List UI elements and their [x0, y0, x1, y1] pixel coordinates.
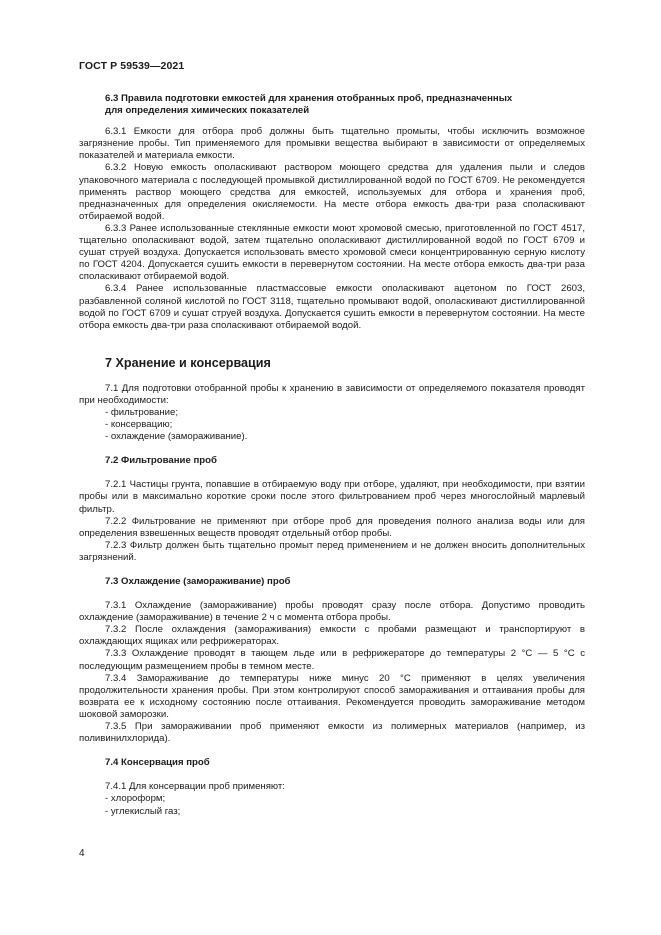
list-item: - фильтрование;	[105, 406, 179, 418]
paragraph-7-3-5: 7.3.5 При замораживании проб применяют емкости из полимерных материалов (например, из поливинилхлорида).	[79, 721, 585, 745]
section-7-4-heading: 7.4 Консервация проб	[105, 757, 210, 769]
section-7-3-heading: 7.3 Охлаждение (замораживание) проб	[105, 576, 291, 587]
paragraph-6-3-2: 6.3.2 Новую емкость ополаскивают раствором моющего средства для удаления пыли и следов упаковочного материала с последующей промывкой дистиллированной водой по ГОСТ 6709. Не рекомендуется применять раствор моющего средства для емкостей, используемых для отбора и хранения проб, предназначенных для определения окисляемости. На месте отбора емкость два-три раза споласкивают отбираемой водой.	[79, 162, 585, 222]
list-item: - консервацию;	[105, 419, 173, 431]
section-7-2-heading: 7.2 Фильтрование проб	[105, 455, 217, 467]
paragraph-6-3-4: 6.3.4 Ранее использованные пластмассовые емкости ополаскивают ацетоном по ГОСТ 2603, разбавленной соляной кислотой по ГОСТ 3118, тщательно промывают водой, ополаскивают дистиллированной водой по ГОСТ 6709 и сушат струей воздуха. Допускается сушить емкости в перевернутом состоянии. На месте отбора емкость два-три раза споласкивают отбираемой водой.	[79, 283, 585, 331]
paragraph-7-4-1: 7.4.1 Для консервации проб применяют:	[105, 781, 285, 793]
paragraph-6-3-1: 6.3.1 Емкости для отбора проб должны быть тщательно промыты, чтобы исключить возможное загрязнение пробы. Тип применяемого для промывки вещества выбирают в зависимости от определяемых показателей и материала емкости.	[79, 126, 585, 162]
paragraph-6-3-3: 6.3.3 Ранее использованные стеклянные емкости моют хромовой смесью, приготовленной по ГОСТ 4517, тщательно ополаскивают водой, затем тщательно ополаскивают дистиллированной водой по ГОСТ 6709 и сушат струей воздуха. Допускается использовать вместо хромовой смеси концентрированную серную кислоту по ГОСТ 4204. Допускается сушить емкости в перевернутом состоянии. На месте отбора емкость два-три раза споласкивают отбираемой водой.	[79, 222, 585, 283]
list-item: - хлороформ;	[105, 793, 166, 805]
list-item: - углекислый газ;	[105, 805, 181, 817]
paragraph-7-3-3: 7.3.3 Охлаждение проводят в тающем льде или в рефрижераторе до температуры 2 °С — 5 °С с последующим размещением пробы в темном месте.	[79, 648, 585, 672]
document-header: ГОСТ Р 59539—2021	[79, 60, 185, 72]
paragraph-7-3-1: 7.3.1 Охлаждение (замораживание) пробы проводят сразу после отбора. Допустимо проводить охлаждение (замораживание) в течение 2 ч с момента отбора пробы.	[79, 600, 585, 624]
paragraph-7-2-2: 7.2.2 Фильтрование не применяют при отборе проб для проведения полного анализа воды или для определения взвешенных веществ проводят отдельный отбор пробы.	[79, 515, 585, 539]
paragraph-7-3-4: 7.3.4 Замораживание до температуры ниже минус 20 °С применяют в целях увеличения продолжительности хранения пробы. При этом контролируют способ замораживания и оттаивания пробы для возврата ее к исходному состоянию после оттаивания. Рекомендуется проводить замораживание методом шоковой заморозки.	[79, 672, 585, 720]
paragraph-7-1: 7.1 Для подготовки отобранной пробы к хранению в зависимости от определяемого показателя проводят при необходимости:	[79, 382, 585, 406]
section-6-3-heading-line-2: для определения химических показателей	[105, 105, 310, 117]
section-7-heading: 7 Хранение и консервация	[105, 355, 271, 370]
section-6-3-heading-line-1: 6.3 Правила подготовки емкостей для хранения отобранных проб, предназначенных	[105, 93, 513, 104]
paragraph-7-2-1: 7.2.1 Частицы грунта, попавшие в отбираемую воду при отборе, удаляют, при необходимости, при взятии пробы или в максимально короткие сроки после этого фильтрованием проб через многослойный марлевый фильтр.	[79, 479, 585, 515]
document-body	[79, 93, 585, 818]
section-6-3-heading	[79, 93, 585, 117]
page-number: 4	[79, 848, 85, 859]
list-item: - охлаждение (замораживание).	[105, 431, 248, 443]
paragraph-7-3-2: 7.3.2 После охлаждения (замораживания) емкости с пробами размещают и транспортируют в охлаждающих ящиках или рефрижераторах.	[79, 624, 585, 648]
paragraph-7-2-3: 7.2.3 Фильтр должен быть тщательно промыт перед применением и не должен вносить дополнительных загрязнений.	[79, 539, 585, 563]
